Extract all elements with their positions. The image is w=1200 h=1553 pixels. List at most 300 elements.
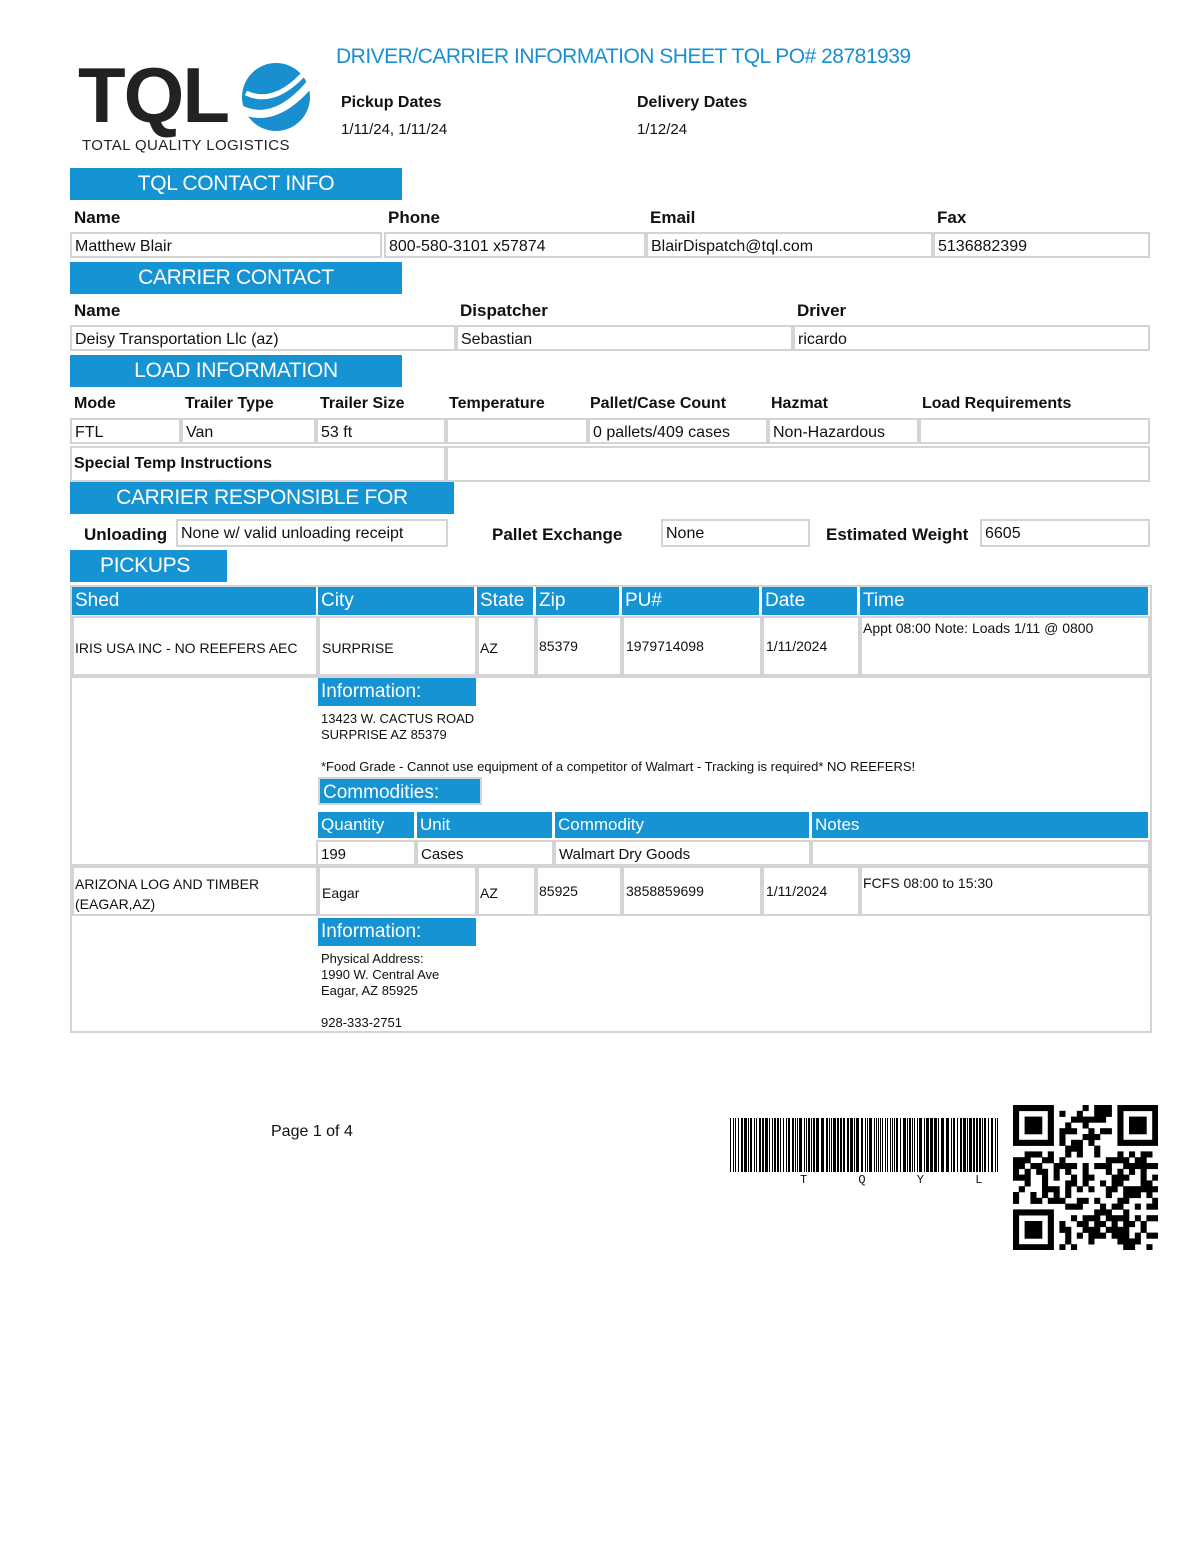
- qr-module: [1123, 1227, 1129, 1233]
- qr-module: [1152, 1215, 1158, 1221]
- qr-module: [1083, 1221, 1089, 1227]
- qr-module: [1036, 1163, 1042, 1169]
- logo-tagline: TOTAL QUALITY LOGISTICS: [82, 137, 290, 154]
- pallet-count-field: 0 pallets/409 cases: [588, 418, 768, 444]
- qr-module: [1048, 1198, 1054, 1204]
- qr-module: [1036, 1117, 1042, 1123]
- barcode-bar: [967, 1118, 968, 1172]
- qr-module: [1071, 1180, 1077, 1186]
- qr-module: [1112, 1180, 1118, 1186]
- qr-module: [1083, 1105, 1089, 1111]
- driver-field: ricardo: [793, 325, 1150, 351]
- info-line: *Food Grade - Cannot use equipment of a competitor of Walmart - Tracking is required* NO REEFERS!: [321, 759, 916, 774]
- qr-module: [1013, 1163, 1019, 1169]
- qr-module: [1013, 1134, 1019, 1140]
- qr-module: [1117, 1198, 1123, 1204]
- barcode-bar: [991, 1118, 993, 1172]
- qr-module: [1025, 1105, 1031, 1111]
- qr-module: [1129, 1122, 1135, 1128]
- qr-module: [1054, 1192, 1060, 1198]
- qr-module: [1152, 1198, 1158, 1204]
- qr-module: [1100, 1204, 1106, 1210]
- delivery-dates-value: 1/12/24: [637, 121, 688, 138]
- qr-module: [1054, 1198, 1060, 1204]
- qr-module: [1048, 1227, 1054, 1233]
- pu-number: 3858859699: [626, 883, 704, 899]
- qr-module: [1083, 1163, 1089, 1169]
- qr-module: [1129, 1140, 1135, 1146]
- barcode-bar: [963, 1118, 966, 1172]
- qr-module: [1030, 1227, 1036, 1233]
- qr-module: [1054, 1175, 1060, 1181]
- qr-module: [1065, 1122, 1071, 1128]
- qr-code: [1013, 1105, 1158, 1250]
- qr-module: [1106, 1186, 1112, 1192]
- qr-module: [1048, 1151, 1054, 1157]
- qr-module: [1088, 1140, 1094, 1146]
- barcode-bar: [799, 1118, 802, 1172]
- barcode-bar: [738, 1118, 739, 1172]
- qr-module: [1083, 1117, 1089, 1123]
- barcode-bar: [854, 1118, 855, 1172]
- pickup-time: Appt 08:00 Note: Loads 1/11 @ 0800: [863, 620, 1094, 636]
- commodity-col-commodity: Commodity: [555, 812, 809, 838]
- qr-module: [1141, 1122, 1147, 1128]
- qr-module: [1059, 1134, 1065, 1140]
- qr-module: [1071, 1117, 1077, 1123]
- qr-module: [1152, 1140, 1158, 1146]
- qr-module: [1013, 1227, 1019, 1233]
- commodities-label: Commodities:: [318, 777, 482, 805]
- qr-module: [1059, 1140, 1065, 1146]
- qr-module: [1048, 1111, 1054, 1117]
- qr-module: [1117, 1157, 1123, 1163]
- load-requirements-field: [919, 418, 1150, 444]
- qr-module: [1048, 1233, 1054, 1239]
- qr-module: [1152, 1134, 1158, 1140]
- qr-module: [1030, 1198, 1036, 1204]
- qr-module: [1065, 1146, 1071, 1152]
- qr-module: [1100, 1105, 1106, 1111]
- qr-module: [1059, 1128, 1065, 1134]
- barcode-bar: [856, 1118, 859, 1172]
- qr-module: [1129, 1238, 1135, 1244]
- temperature-field: [446, 418, 588, 444]
- pickup-dates-label: Pickup Dates: [341, 94, 442, 111]
- qr-module: [1100, 1128, 1106, 1134]
- barcode-bar: [917, 1118, 918, 1172]
- qr-module: [1065, 1238, 1071, 1244]
- qr-module: [1030, 1244, 1036, 1250]
- barcode-bar: [919, 1118, 922, 1172]
- zip: 85925: [539, 883, 578, 899]
- qr-module: [1042, 1169, 1048, 1175]
- qr-module: [1013, 1238, 1019, 1244]
- qr-module: [1036, 1227, 1042, 1233]
- info-line: [321, 743, 1141, 759]
- qr-module: [1129, 1244, 1135, 1250]
- qr-module: [1112, 1233, 1118, 1239]
- qr-module: [1152, 1117, 1158, 1123]
- barcode-bar: [982, 1118, 983, 1172]
- qr-module: [1094, 1117, 1100, 1123]
- qr-module: [1141, 1128, 1147, 1134]
- page-number: Page 1 of 4: [271, 1123, 353, 1140]
- qr-module: [1141, 1140, 1147, 1146]
- qr-module: [1152, 1175, 1158, 1181]
- qr-module: [1146, 1186, 1152, 1192]
- qr-module: [1146, 1151, 1152, 1157]
- qr-module: [1141, 1180, 1147, 1186]
- qr-module: [1135, 1140, 1141, 1146]
- barcode-bar: [741, 1118, 743, 1172]
- qr-module: [1152, 1122, 1158, 1128]
- qr-module: [1123, 1175, 1129, 1181]
- qr-module: [1094, 1146, 1100, 1152]
- barcode-bar: [735, 1118, 736, 1172]
- qr-module: [1123, 1105, 1129, 1111]
- qr-module: [1141, 1186, 1147, 1192]
- qr-module: [1071, 1163, 1077, 1169]
- load-label-hazmat: Hazmat: [771, 395, 828, 412]
- qr-module: [1030, 1151, 1036, 1157]
- qr-module: [1112, 1186, 1118, 1192]
- qr-module: [1141, 1175, 1147, 1181]
- qr-module: [1042, 1186, 1048, 1192]
- qr-module: [1025, 1151, 1031, 1157]
- qr-module: [1117, 1128, 1123, 1134]
- barcode-bar: [912, 1118, 913, 1172]
- qr-module: [1048, 1128, 1054, 1134]
- qr-module: [1025, 1227, 1031, 1233]
- qr-module: [1146, 1105, 1152, 1111]
- qr-module: [1123, 1238, 1129, 1244]
- qr-module: [1135, 1215, 1141, 1221]
- qr-module: [1088, 1215, 1094, 1221]
- commodity-col-unit: Unit: [417, 812, 552, 838]
- load-label-requirements: Load Requirements: [922, 395, 1072, 412]
- barcode-bar: [894, 1118, 895, 1172]
- barcode-bar: [907, 1118, 908, 1172]
- qr-module: [1083, 1134, 1089, 1140]
- qr-module: [1146, 1180, 1152, 1186]
- info-line: [321, 999, 921, 1015]
- qr-module: [1019, 1140, 1025, 1146]
- qr-module: [1117, 1117, 1123, 1123]
- qr-module: [1048, 1244, 1054, 1250]
- qr-module: [1100, 1209, 1106, 1215]
- barcode-bar: [976, 1118, 978, 1172]
- qr-module: [1042, 1105, 1048, 1111]
- barcode-bar: [953, 1118, 955, 1172]
- delivery-dates-label: Delivery Dates: [637, 94, 748, 111]
- qr-module: [1106, 1209, 1112, 1215]
- qr-module: [1048, 1157, 1054, 1163]
- qr-module: [1106, 1169, 1112, 1175]
- qr-module: [1019, 1157, 1025, 1163]
- commodity-col-notes: Notes: [812, 812, 1148, 838]
- qr-module: [1048, 1122, 1054, 1128]
- qr-module: [1088, 1227, 1094, 1233]
- table-row: [72, 866, 1150, 916]
- qr-module: [1083, 1122, 1089, 1128]
- qr-module: [1088, 1175, 1094, 1181]
- qr-module: [1106, 1215, 1112, 1221]
- barcode-bar: [772, 1118, 773, 1172]
- carrier-contact-label-dispatcher: Dispatcher: [460, 301, 548, 320]
- qr-module: [1059, 1163, 1065, 1169]
- carrier-contact-label-driver: Driver: [797, 301, 847, 320]
- qr-module: [1123, 1192, 1129, 1198]
- qr-module: [1054, 1186, 1060, 1192]
- pallet-exchange-label: Pallet Exchange: [492, 525, 623, 544]
- qr-module: [1094, 1198, 1100, 1204]
- qr-module: [1141, 1151, 1147, 1157]
- qr-module: [1030, 1192, 1036, 1198]
- barcode-bar: [890, 1118, 891, 1172]
- qr-module: [1129, 1105, 1135, 1111]
- qr-module: [1065, 1227, 1071, 1233]
- state: AZ: [480, 640, 498, 656]
- barcode-bar: [762, 1118, 764, 1172]
- pickups-header: PICKUPS: [70, 550, 227, 582]
- qr-module: [1059, 1227, 1065, 1233]
- qr-module: [1013, 1233, 1019, 1239]
- qr-module: [1129, 1128, 1135, 1134]
- pickup-date: 1/11/2024: [766, 883, 828, 899]
- barcode-bar: [984, 1118, 986, 1172]
- barcode-bar: [759, 1118, 761, 1172]
- qr-module: [1077, 1198, 1083, 1204]
- col-date: Date: [762, 587, 857, 615]
- qr-module: [1065, 1180, 1071, 1186]
- qr-module: [1100, 1180, 1106, 1186]
- barcode-bar: [786, 1118, 787, 1172]
- qr-module: [1042, 1180, 1048, 1186]
- qr-module: [1123, 1140, 1129, 1146]
- qr-module: [1152, 1128, 1158, 1134]
- qr-module: [1106, 1128, 1112, 1134]
- tql-contact-label-fax: Fax: [937, 208, 967, 227]
- qr-module: [1117, 1215, 1123, 1221]
- qr-module: [1013, 1215, 1019, 1221]
- qr-module: [1141, 1227, 1147, 1233]
- load-label-trailer-type: Trailer Type: [185, 395, 274, 412]
- qr-module: [1054, 1163, 1060, 1169]
- qr-module: [1152, 1186, 1158, 1192]
- qr-module: [1088, 1128, 1094, 1134]
- qr-module: [1036, 1198, 1042, 1204]
- barcode-bar: [837, 1118, 839, 1172]
- qr-module: [1048, 1105, 1054, 1111]
- qr-module: [1117, 1180, 1123, 1186]
- estimated-weight-field: 6605: [980, 519, 1150, 547]
- qr-module: [1094, 1105, 1100, 1111]
- qr-module: [1088, 1134, 1094, 1140]
- qr-module: [1106, 1157, 1112, 1163]
- qr-module: [1123, 1163, 1129, 1169]
- qr-module: [1013, 1157, 1019, 1163]
- barcode-bar: [816, 1118, 819, 1172]
- tql-contact-label-email: Email: [650, 208, 696, 227]
- qr-module: [1106, 1105, 1112, 1111]
- info-line: 1990 W. Central Ave: [321, 967, 440, 982]
- tql-contact-phone-field: 800-580-3101 x57874: [384, 232, 646, 258]
- qr-module: [1117, 1204, 1123, 1210]
- qr-module: [1013, 1221, 1019, 1227]
- qr-module: [1117, 1233, 1123, 1239]
- tql-contact-fax-field: 5136882399: [933, 232, 1150, 258]
- qr-module: [1094, 1221, 1100, 1227]
- qr-module: [1071, 1146, 1077, 1152]
- qr-module: [1013, 1117, 1019, 1123]
- load-label-mode: Mode: [74, 395, 116, 412]
- qr-module: [1141, 1157, 1147, 1163]
- pickup-time: FCFS 08:00 to 15:30: [863, 875, 993, 891]
- qr-module: [1030, 1105, 1036, 1111]
- qr-module: [1025, 1180, 1031, 1186]
- barcode-bar: [847, 1118, 849, 1172]
- qr-module: [1013, 1169, 1019, 1175]
- qr-module: [1036, 1233, 1042, 1239]
- qr-module: [1065, 1169, 1071, 1175]
- shed-name: IRIS USA INC - NO REEFERS AEC: [75, 640, 298, 656]
- barcode-bar: [903, 1118, 906, 1172]
- qr-module: [1071, 1244, 1077, 1250]
- barcode-bar: [869, 1118, 872, 1172]
- barcode-bar: [769, 1118, 770, 1172]
- barcode-bar: [941, 1118, 944, 1172]
- city: SURPRISE: [322, 640, 394, 656]
- qr-module: [1030, 1221, 1036, 1227]
- barcode-bar: [865, 1118, 866, 1172]
- qr-module: [1065, 1186, 1071, 1192]
- commodity-col-quantity: Quantity: [318, 812, 414, 838]
- carrier-responsible-header: CARRIER RESPONSIBLE FOR: [70, 482, 454, 514]
- barcode-bar: [874, 1118, 875, 1172]
- city: Eagar: [322, 885, 360, 901]
- qr-module: [1100, 1233, 1106, 1239]
- barcode-bar: [756, 1118, 757, 1172]
- qr-module: [1083, 1215, 1089, 1221]
- qr-module: [1077, 1186, 1083, 1192]
- commodity-unit: Cases: [416, 840, 554, 866]
- qr-module: [1065, 1128, 1071, 1134]
- tql-contact-name-field: Matthew Blair: [70, 232, 382, 258]
- barcode-bar: [765, 1118, 768, 1172]
- commodity-notes: [811, 840, 1150, 866]
- qr-module: [1054, 1169, 1060, 1175]
- qr-module: [1146, 1215, 1152, 1221]
- carrier-name-field: Deisy Transportation Llc (az): [70, 325, 456, 351]
- qr-module: [1146, 1244, 1152, 1250]
- qr-module: [1030, 1233, 1036, 1239]
- unloading-label: Unloading: [84, 525, 168, 544]
- qr-module: [1030, 1163, 1036, 1169]
- qr-module: [1135, 1238, 1141, 1244]
- pallet-exchange-field: None: [661, 519, 810, 547]
- qr-module: [1123, 1244, 1129, 1250]
- shed-name: ARIZONA LOG AND TIMBER (EAGAR,AZ): [75, 876, 260, 912]
- barcode-bar: [951, 1118, 952, 1172]
- qr-module: [1083, 1175, 1089, 1181]
- qr-module: [1117, 1227, 1123, 1233]
- barcode-bar: [788, 1118, 790, 1172]
- qr-module: [1059, 1157, 1065, 1163]
- qr-module: [1042, 1209, 1048, 1215]
- qr-module: [1025, 1117, 1031, 1123]
- barcode-bar: [813, 1118, 815, 1172]
- qr-module: [1030, 1122, 1036, 1128]
- qr-module: [1135, 1105, 1141, 1111]
- qr-module: [1077, 1111, 1083, 1117]
- qr-module: [1036, 1105, 1042, 1111]
- barcode-bar: [979, 1118, 981, 1172]
- barcode-bar: [909, 1118, 911, 1172]
- qr-module: [1129, 1221, 1135, 1227]
- qr-module: [1059, 1244, 1065, 1250]
- load-label-pallet-count: Pallet/Case Count: [590, 395, 727, 412]
- qr-module: [1071, 1128, 1077, 1134]
- barcode-bar: [946, 1118, 949, 1172]
- info-line: 13423 W. CACTUS ROAD: [321, 711, 475, 726]
- qr-module: [1106, 1227, 1112, 1233]
- qr-module: [1048, 1117, 1054, 1123]
- qr-module: [1025, 1233, 1031, 1239]
- qr-module: [1077, 1221, 1083, 1227]
- qr-module: [1048, 1221, 1054, 1227]
- barcode-bar: [880, 1118, 881, 1172]
- qr-module: [1100, 1117, 1106, 1123]
- qr-module: [1025, 1140, 1031, 1146]
- qr-module: [1117, 1105, 1123, 1111]
- barcode-bar: [926, 1118, 929, 1172]
- estimated-weight-label: Estimated Weight: [826, 525, 969, 544]
- qr-module: [1088, 1238, 1094, 1244]
- barcode-bar: [730, 1118, 731, 1172]
- qr-module: [1117, 1175, 1123, 1181]
- qr-module: [1013, 1209, 1019, 1215]
- qr-module: [1094, 1111, 1100, 1117]
- page-title: DRIVER/CARRIER INFORMATION SHEET TQL PO# 28781939: [336, 45, 911, 68]
- qr-module: [1013, 1244, 1019, 1250]
- qr-module: [1083, 1227, 1089, 1233]
- commodity-name: Walmart Dry Goods: [554, 840, 811, 866]
- qr-module: [1036, 1209, 1042, 1215]
- qr-module: [1025, 1169, 1031, 1175]
- qr-module: [1141, 1105, 1147, 1111]
- barcode-bar: [804, 1118, 805, 1172]
- info-label: Information:: [318, 678, 476, 706]
- qr-module: [1117, 1140, 1123, 1146]
- qr-module: [1112, 1157, 1118, 1163]
- load-info-header: LOAD INFORMATION: [70, 355, 402, 387]
- qr-module: [1013, 1122, 1019, 1128]
- qr-module: [1036, 1221, 1042, 1227]
- qr-module: [1065, 1204, 1071, 1210]
- qr-module: [1135, 1204, 1141, 1210]
- info-text: [321, 951, 921, 1031]
- barcode-bar: [808, 1118, 810, 1172]
- qr-module: [1123, 1215, 1129, 1221]
- barcode-bar: [934, 1118, 937, 1172]
- qr-module: [1135, 1192, 1141, 1198]
- qr-module: [1036, 1169, 1042, 1175]
- qr-module: [1117, 1151, 1123, 1157]
- qr-module: [1071, 1175, 1077, 1181]
- col-time: Time: [860, 587, 1148, 615]
- barcode-bar: [995, 1118, 996, 1172]
